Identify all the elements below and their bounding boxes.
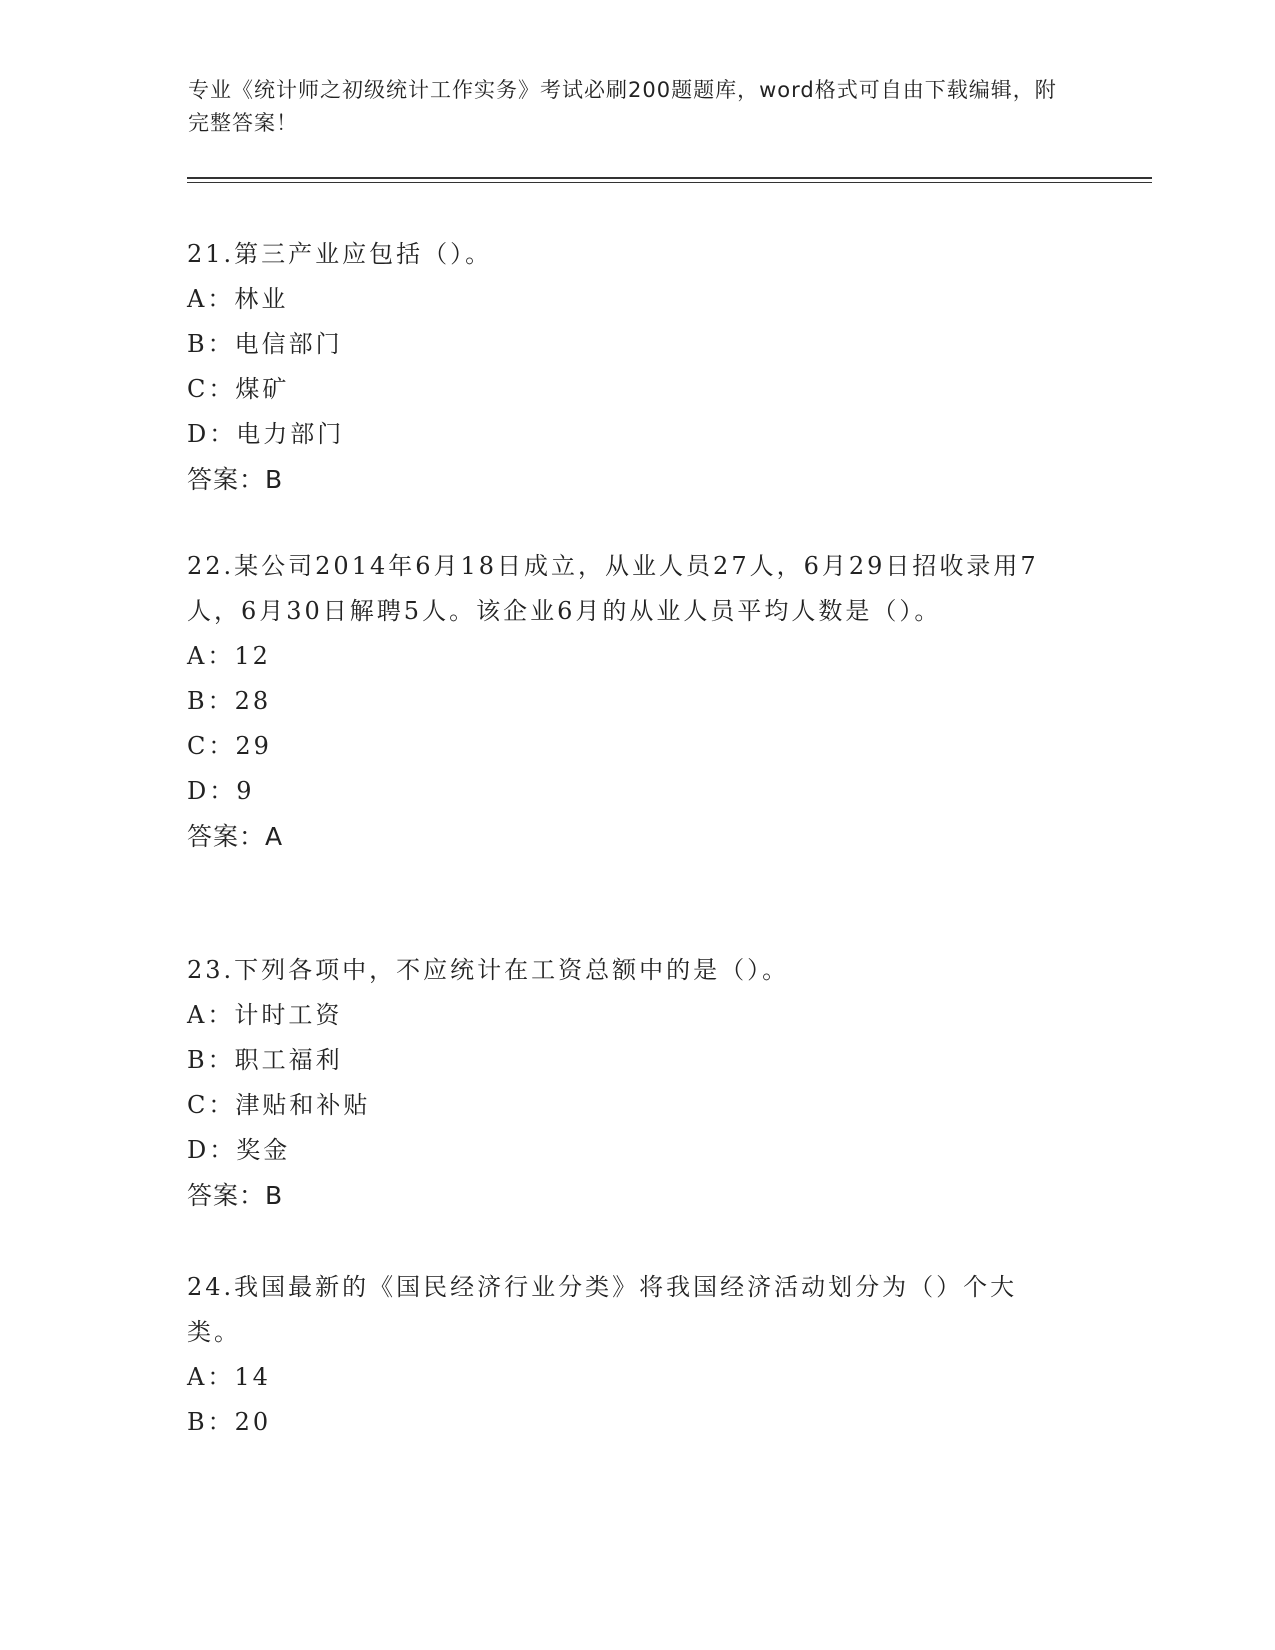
option-b: B：电信部门: [187, 330, 343, 358]
question-stem: 22.某公司2014年6月18日成立，从业人员27人，6月29日招收录用7人，6月30日解聘5人。该企业6月的从业人员平均人数是（）。: [187, 552, 1039, 625]
header-divider-thick: [187, 177, 1152, 179]
option-c: C：津贴和补贴: [187, 1091, 371, 1119]
question-24: [187, 1265, 1067, 1445]
option-b: B：20: [187, 1408, 272, 1436]
option-a: A：14: [187, 1363, 271, 1391]
document-header: [188, 74, 1068, 140]
document-title: 专业《统计师之初级统计工作实务》考试必刷200题题库，word格式可自由下载编辑，附完整答案！: [188, 78, 1057, 135]
question-stem: 21.第三产业应包括（）。: [187, 240, 493, 268]
option-d: D：电力部门: [187, 420, 345, 448]
answer: 答案：A: [187, 822, 284, 851]
answer: 答案：B: [187, 1181, 284, 1210]
header-divider-thin: [187, 182, 1152, 183]
answer: 答案：B: [187, 465, 284, 494]
option-a: A：12: [187, 642, 271, 670]
question-stem: 23.下列各项中，不应统计在工资总额中的是（）。: [187, 956, 790, 984]
question-stem: 24.我国最新的《国民经济行业分类》将我国经济活动划分为（）个大类。: [187, 1273, 1018, 1346]
question-23: [187, 948, 1067, 1218]
option-d: D：9: [187, 777, 255, 805]
option-d: D：奖金: [187, 1136, 291, 1164]
option-c: C：29: [187, 732, 272, 760]
option-b: B：职工福利: [187, 1046, 343, 1074]
question-21: [187, 232, 1067, 502]
question-22: [187, 544, 1067, 859]
option-a: A：计时工资: [187, 1001, 343, 1029]
option-a: A：林业: [187, 285, 289, 313]
option-b: B：28: [187, 687, 272, 715]
option-c: C：煤矿: [187, 375, 290, 403]
